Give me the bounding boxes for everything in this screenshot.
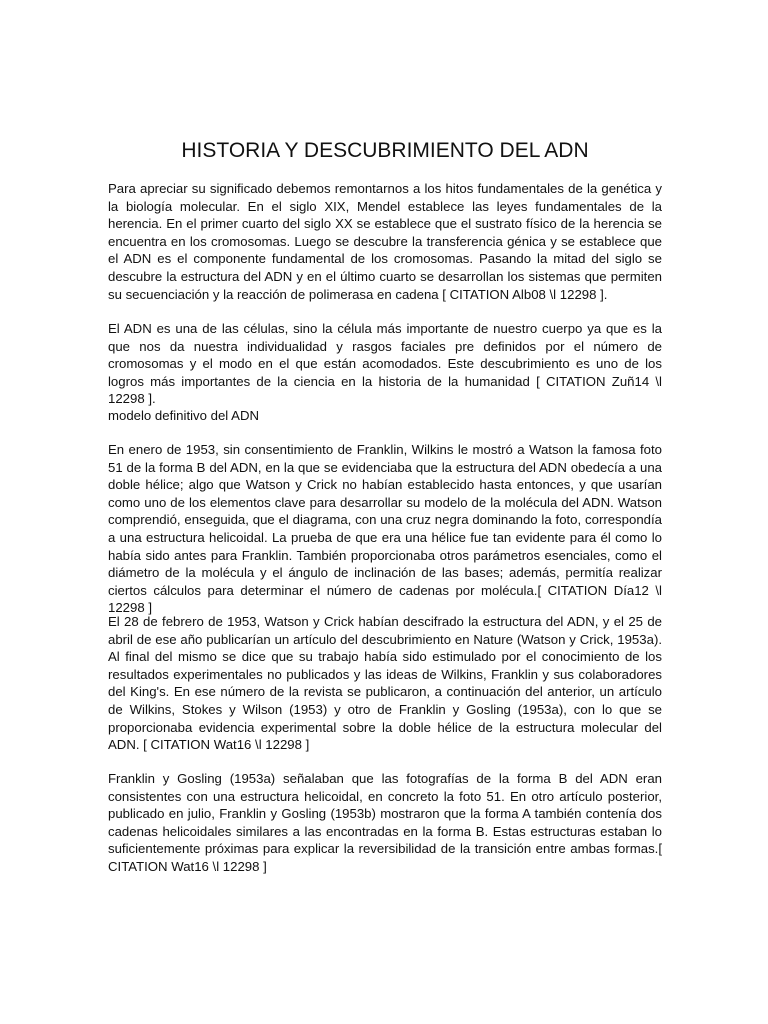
document-page <box>108 0 662 1024</box>
paragraph-franklin-gosling: Franklin y Gosling (1953a) señalaban que las fotografías de la forma B del ADN eran consistentes con una estructura helicoidal, en concreto la foto 51. En otro artículo posterior, publicado en julio, Franklin y Gosling (1953b) mostraron que la forma A también contenía dos cadenas helicoidales similares a las encontradas en la forma B. Estas estructuras estaban lo suficientemente próximas para explicar la reversibilidad de la transición entre ambas formas.[ CITATION Wat16 \l 12298 ] <box>108 771 662 874</box>
paragraph-foto-51: En enero de 1953, sin consentimiento de Franklin, Wilkins le mostró a Watson la famosa foto 51 de la forma B del ADN, en la que se evidenciaba que la estructura del ADN obedecía a una doble hélice; algo que Watson y Crick no habían establecido hasta entonces, y que usarían como uno de los elementos clave para desarrollar su modelo de la molécula del ADN. Watson comprendió, enseguida, que el diagrama, con una cruz negra dominando la foto, correspondía a una estructura helicoidal. La prueba de que era una hélice fue tan evidente para él como lo había sido antes para Franklin. También proporcionaba otros parámetros esenciales, como el diámetro de la molécula y el ángulo de inclinación de las bases; además, permitía realizar ciertos cálculos para determinar el número de cadenas por molécula.[ CITATION Día12 \l 12298 ] <box>108 442 662 616</box>
paragraph-adn-importance: El ADN es una de las células, sino la célula más importante de nuestro cuerpo ya que es la que nos da nuestra individualidad y rasgos faciales pre definidos por el número de cromosomas y el modo en el que están acomodados. Este descubrimiento es uno de los logros más importantes de la ciencia en la historia de la humanidad [ CITATION Zuñ14 \l 12298 ]. <box>108 321 662 407</box>
document-title: HISTORIA Y DESCUBRIMIENTO DEL ADN <box>181 139 589 162</box>
paragraph-watson-crick: El 28 de febrero de 1953, Watson y Crick habían descifrado la estructura del ADN, y el 25 de abril de ese año publicarían un artículo del descubrimiento en Nature (Watson y Crick, 1953a). Al final del mismo se dice que su trabajo había sido estimulado por el conocimiento de los resultados experimentales no publicados y las ideas de Wilkins, Franklin y sus colaboradores del King's. En ese número de la revista se publicaron, a continuación del anterior, un artículo de Wilkins, Stokes y Wilson (1953) y otro de Franklin y Gosling (1953a), con lo que se proporcionaba evidencia experimental sobre la doble hélice de la estructura molecular del ADN. [ CITATION Wat16 \l 12298 ] <box>108 614 662 753</box>
paragraph-intro: Para apreciar su significado debemos remontarnos a los hitos fundamentales de la genética y la biología molecular. En el siglo XIX, Mendel establece las leyes fundamentales de la herencia. En el primer cuarto del siglo XX se establece que el sustrato físico de la herencia se encuentra en los cromosomas. Luego se descubre la transferencia génica y se establece que el ADN es el componente fundamental de los cromosomas. Pasando la mitad del siglo se descubre la estructura del ADN y en el último cuarto se desarrollan los sistemas que permiten su secuenciación y la reacción de polimerasa en cadena [ CITATION Alb08 \l 12298 ]. <box>108 181 662 302</box>
section-heading: modelo definitivo del ADN <box>108 408 260 423</box>
